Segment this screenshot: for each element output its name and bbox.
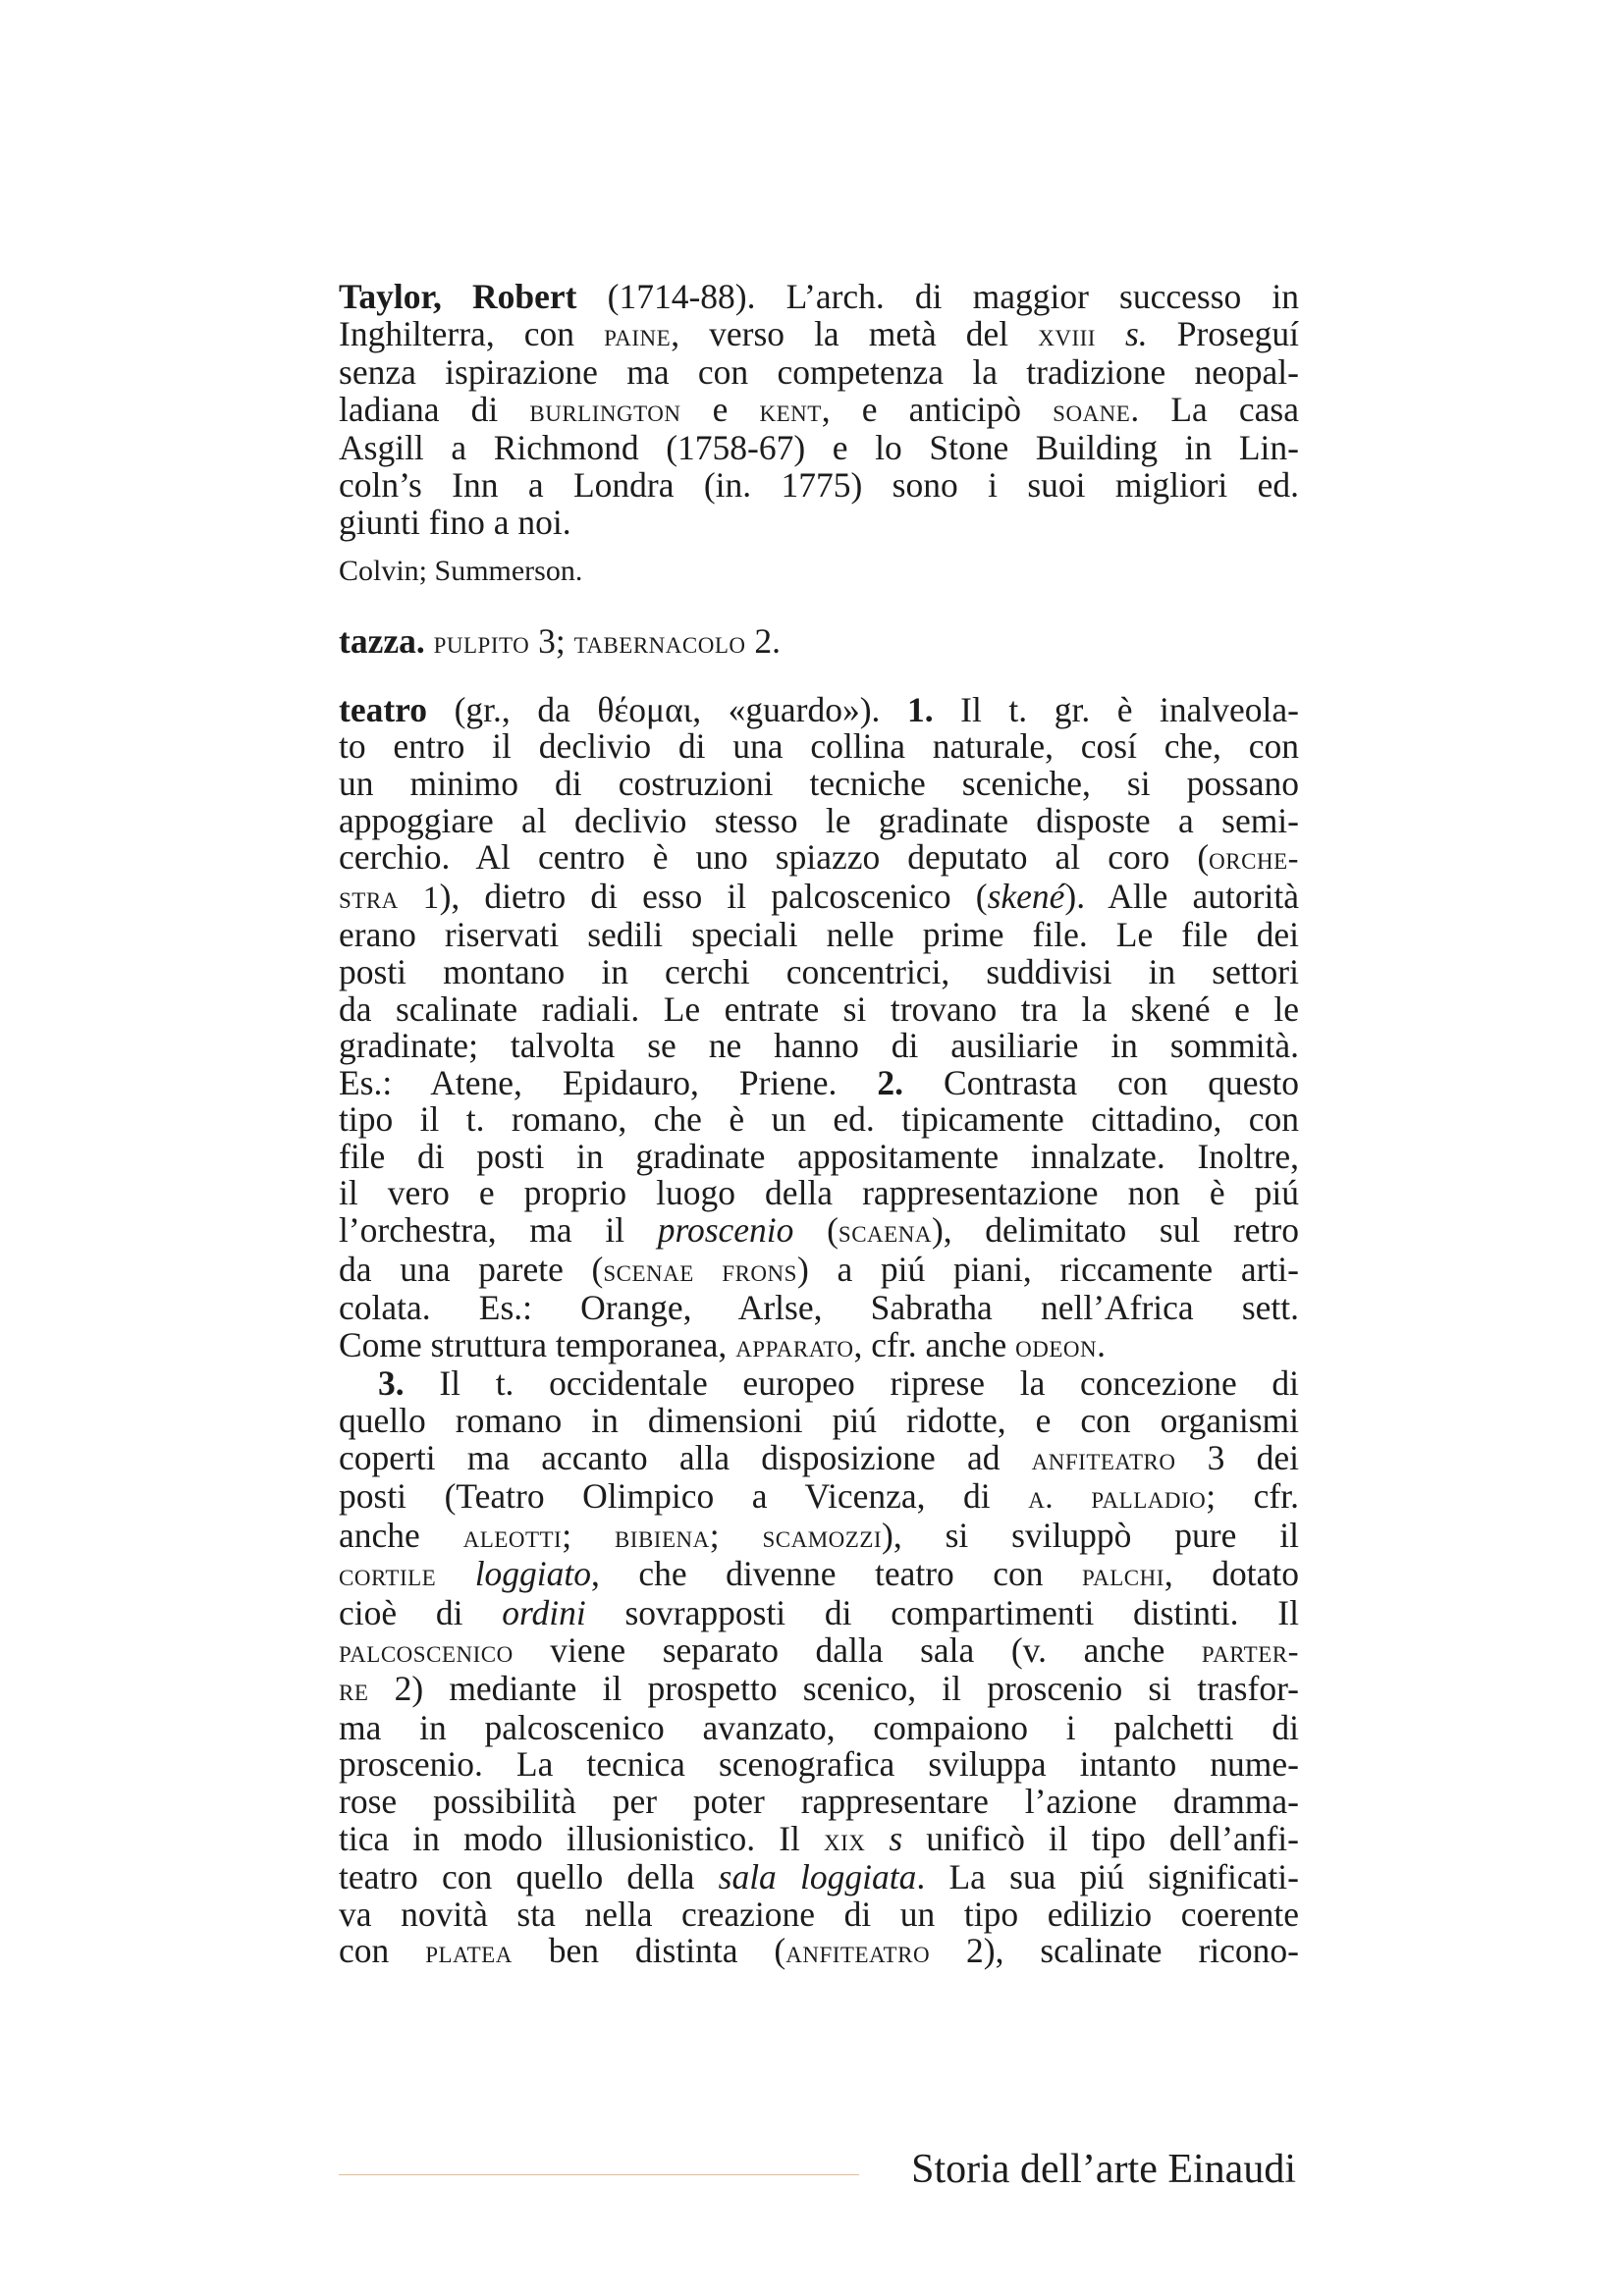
entry-tazza-line: tazza. pulpito 3; tabernacolo 2.: [339, 621, 782, 662]
entry-teatro-line: posti montano in cerchi concentrici, suddivisi in settori: [339, 951, 1299, 991]
entry-teatro-line: gradinate; talvolta se ne hanno di ausiliarie in sommità.: [339, 1026, 1299, 1066]
footer-rule: [339, 2174, 859, 2175]
entry-teatro-line: re 2) mediante il prospetto scenico, il proscenio si trasfor-: [339, 1669, 1299, 1709]
dictionary-page: [339, 279, 1299, 1972]
entry-teatro-line: Es.: Atene, Epidauro, Priene. 2. Contrasta con questo: [339, 1062, 1299, 1102]
entry-taylor-line: Inghilterra, con paine, verso la metà del xviii s. Proseguí: [339, 313, 1299, 353]
entry-teatro-line: proscenio. La tecnica scenografica sviluppa intanto nume-: [339, 1744, 1299, 1785]
entry-teatro-line: posti (Teatro Olimpico a Vicenza, di a. palladio; cfr.: [339, 1476, 1299, 1517]
entry-teatro-line: tipo il t. romano, che è un ed. tipicamente cittadino, con: [339, 1099, 1299, 1140]
entry-teatro: [339, 689, 1299, 1972]
entry-teatro-line: rose possibilità per poter rappresentare l’azione dramma-: [339, 1781, 1299, 1821]
entry-taylor-line: ladiana di burlington e kent, e anticipò soane. La casa: [339, 389, 1300, 429]
entry-teatro-line: da scalinate radiali. Le entrate si trovano tra la skené e le: [339, 988, 1299, 1029]
entry-teatro-line: stra 1), dietro di esso il palcoscenico (skené). Alle autorità: [339, 876, 1299, 916]
entry-taylor-robert: [339, 279, 1299, 541]
entry-taylor-line: Taylor, Robert (1714-88). L’arch. di maggior successo in: [339, 277, 1300, 316]
entry-teatro-line: un minimo di costruzioni tecniche sceniche, si possano: [339, 763, 1299, 803]
entry-teatro-line: to entro il declivio di una collina naturale, cosí che, con: [339, 726, 1299, 767]
entry-teatro-line: coperti ma accanto alla disposizione ad anfiteatro 3 dei: [339, 1437, 1299, 1477]
entry-teatro-line: quello romano in dimensioni piú ridotte, e con organismi: [339, 1401, 1299, 1441]
entry-teatro-line: va novità sta nella creazione di un tipo edilizio coerente: [339, 1894, 1299, 1934]
entry-teatro-line: teatro con quello della sala loggiata. La sua piú significati-: [339, 1857, 1299, 1897]
entry-teatro-line: colata. Es.: Orange, Arlse, Sabratha nell’Africa sett.: [339, 1288, 1299, 1328]
entry-teatro-line: con platea ben distinta (anfiteatro 2), scalinate ricono-: [339, 1931, 1299, 1971]
entry-teatro-line: palcoscenico viene separato dalla sala (v. anche parter-: [339, 1629, 1299, 1670]
entry-teatro-line: cortile loggiato, che divenne teatro con palchi, dotato: [339, 1554, 1299, 1594]
entry-teatro-line: il vero e proprio luogo della rappresentazione non è piú: [339, 1173, 1299, 1213]
entry-tazza: [339, 623, 1299, 663]
entry-teatro-line: tica in modo illusionistico. Il xix s unificò il tipo dell’anfi-: [339, 1818, 1299, 1858]
entry-teatro-line: erano riservati sedili speciali nelle prime file. Le file dei: [339, 915, 1299, 955]
entry-teatro-line: 3. Il t. occidentale europeo riprese la concezione di: [378, 1363, 1299, 1404]
entry-taylor-references: Colvin; Summerson.: [339, 555, 583, 588]
entry-teatro-line: cerchio. Al centro è uno spiazzo deputato al coro (orche-: [339, 837, 1299, 878]
entry-taylor-line: Asgill a Richmond (1758-67) e lo Stone Building in Lin-: [339, 428, 1299, 468]
entry-teatro-line: Come struttura temporanea, apparato, cfr. anche odeon.: [339, 1324, 1106, 1364]
entry-taylor-line: senza ispirazione ma con competenza la tradizione neopal-: [339, 352, 1299, 393]
entry-teatro-line: l’orchestra, ma il proscenio (scaena), delimitato sul retro: [339, 1210, 1299, 1251]
entry-teatro-line: appoggiare al declivio stesso le gradinate disposte a semi-: [339, 800, 1299, 840]
entry-taylor-line: giunti fino a noi.: [339, 502, 571, 542]
entry-teatro-line: ma in palcoscenico avanzato, compaiono i palchetti di: [339, 1707, 1299, 1747]
entry-teatro-line: da una parete (scenae frons) a piú piani, riccamente arti-: [339, 1249, 1299, 1289]
entry-teatro-line: cioè di ordini sovrapposti di compartimenti distinti. Il: [339, 1593, 1299, 1632]
footer-title: Storia dell’arte Einaudi: [911, 2147, 1296, 2192]
entry-taylor-line: coln’s Inn a Londra (in. 1775) sono i suoi migliori ed.: [339, 464, 1299, 505]
entry-teatro-line: anche aleotti; bibiena; scamozzi), si sviluppò pure il: [339, 1515, 1299, 1555]
entry-teatro-line: teatro (gr., da θέομαι, «guardo»). 1. Il t. gr. è inalveola-: [339, 689, 1299, 729]
entry-teatro-line: file di posti in gradinate appositamente innalzate. Inoltre,: [339, 1136, 1299, 1176]
